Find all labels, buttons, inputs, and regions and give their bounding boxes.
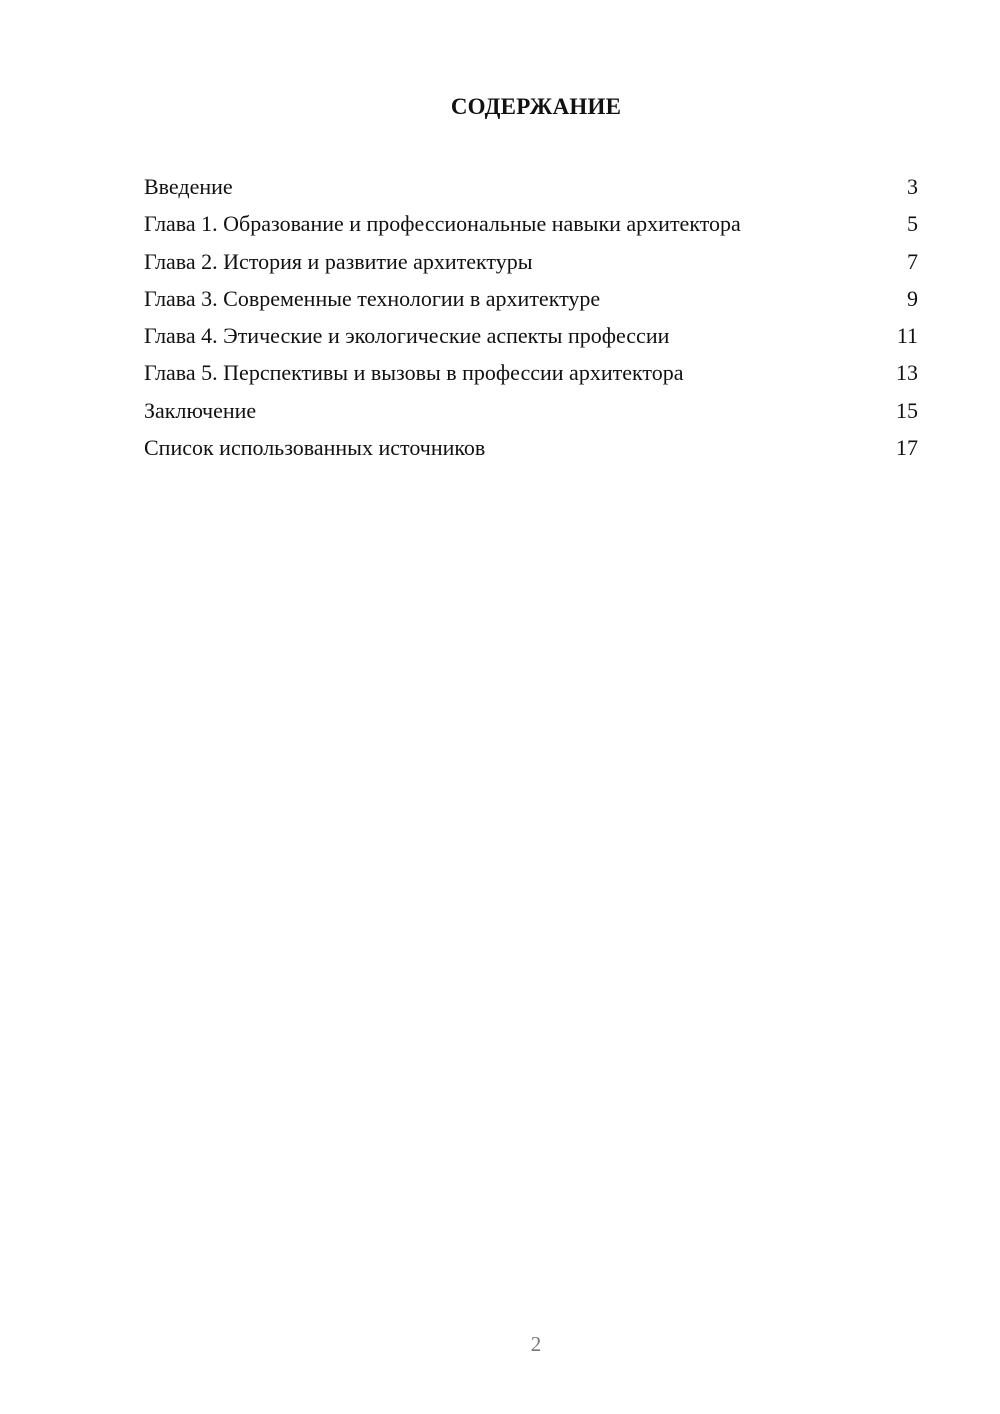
toc-item-chapter-5 [144, 354, 918, 391]
toc-item-chapter-1 [144, 205, 918, 242]
toc-item-page: 13 [896, 360, 918, 386]
toc-item-label: Введение [144, 174, 233, 199]
toc-item-page: 17 [896, 435, 918, 461]
toc-item-page: 5 [907, 211, 918, 237]
page-number: 2 [530, 1332, 542, 1356]
toc-item-page: 3 [907, 174, 918, 199]
toc-item-label: Глава 4. Этические и экологические аспекты профессии [144, 323, 670, 349]
toc-item-label: Глава 1. Образование и профессиональные навыки архитектора [144, 211, 741, 237]
toc-item-label: Список использованных источников [144, 435, 486, 461]
toc-item-page: 15 [896, 397, 918, 423]
toc-item-chapter-4 [144, 317, 918, 354]
toc-item-label: Глава 2. История и развитие архитектуры [144, 248, 533, 274]
toc-item-label: Глава 3. Современные технологии в архитектуре [144, 285, 601, 311]
toc-item-introduction [144, 168, 918, 205]
toc-item-chapter-3 [144, 280, 918, 317]
table-of-contents [144, 168, 918, 466]
toc-item-label: Глава 5. Перспективы и вызовы в профессии архитектора [144, 360, 684, 386]
toc-title: СОДЕРЖАНИЕ [450, 94, 622, 119]
toc-item-page: 7 [907, 248, 918, 274]
toc-item-chapter-2 [144, 243, 918, 280]
toc-item-references [144, 429, 918, 466]
toc-item-page: 9 [907, 285, 918, 311]
toc-item-page: 11 [896, 323, 918, 349]
toc-item-conclusion [144, 392, 918, 429]
toc-item-label: Заключение [144, 397, 257, 423]
